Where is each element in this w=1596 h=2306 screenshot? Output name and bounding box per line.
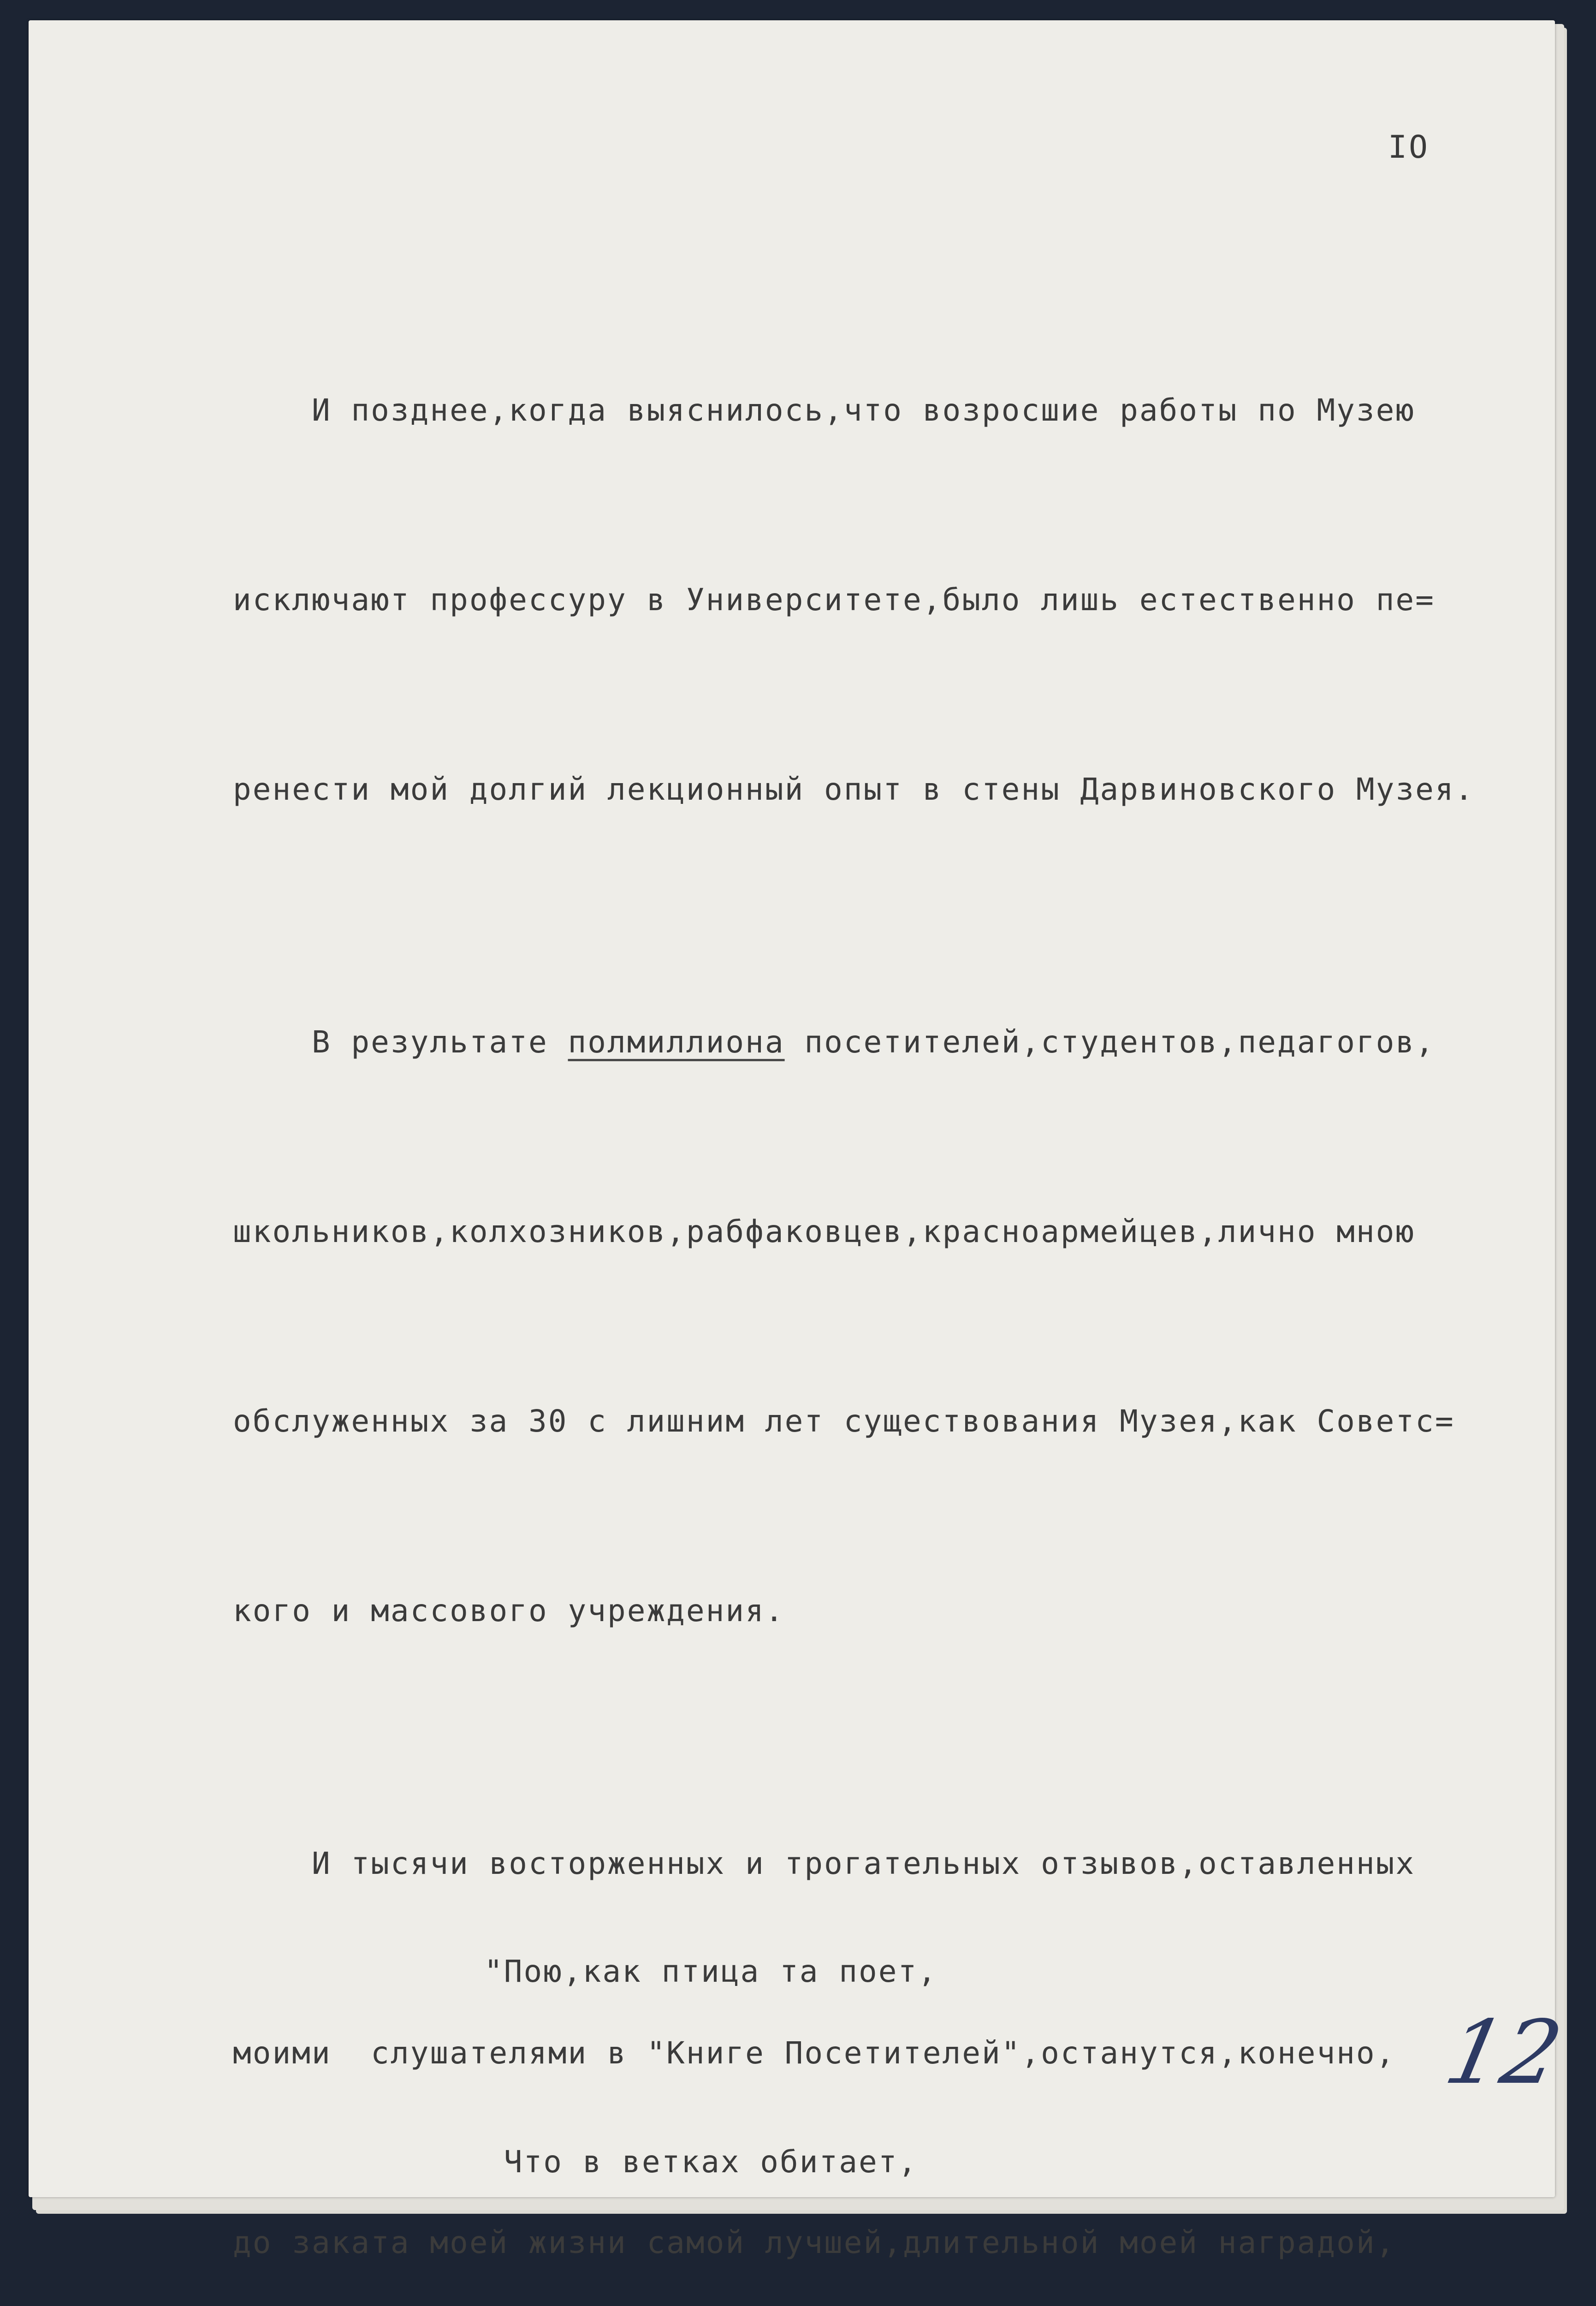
poem-quote [484, 1813, 1016, 2306]
text-line: школьников,колхозников,рабфаковцев,красноармейцев,лично мною [233, 1214, 1416, 1249]
text-line: ренести мой долгий лекционный опыт в стены Дарвиновского Музея. [233, 772, 1475, 807]
text-line: моими слушателями в "Книге Посетителей",останутся,конечно, [233, 2035, 1396, 2071]
text-line: И позднее,когда выяснилось,что возросшие работы по Музею [233, 392, 1416, 428]
poem-line: "Пою,как птица та поет, [484, 1954, 937, 1989]
text-line: кого и массового учреждения. [233, 1593, 785, 1628]
text-segment: В результате [233, 1024, 568, 1060]
text-line: обслуженных за 30 с лишним лет существования Музея,как Советс= [233, 1403, 1455, 1439]
text-segment: посетителей,студентов,педагогов, [784, 1024, 1435, 1060]
poem-line: Что в ветках обитает, [484, 2144, 918, 2180]
text-line [233, 1010, 1570, 1074]
text-line: исключают профессуру в Университете,было лишь естественно пе= [233, 582, 1435, 618]
text-line: до заката моей жизни самой лучшей,длительной моей наградой, [233, 2225, 1396, 2260]
page-number: IO [1388, 129, 1430, 166]
handwritten-folio-number: 12 [1437, 2002, 1571, 2104]
underlined-word: полмиллиона [568, 1024, 785, 1060]
text-line: И тысячи восторженных и трогательных отзывов,оставленных [233, 1846, 1416, 1881]
